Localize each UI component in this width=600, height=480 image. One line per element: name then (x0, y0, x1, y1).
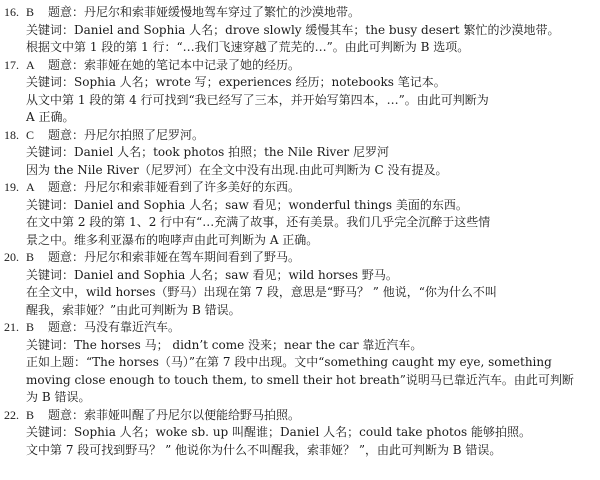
explanation-line (4, 372, 594, 390)
question-heading-line (4, 127, 594, 145)
question-explanation-19 (4, 179, 594, 249)
question-heading-line (4, 319, 594, 337)
explanation-text: 文中第 7 段可找到野马？ ” 他说你为什么不叫醒我，索菲娅？ ”，由此可判断为 B 错误。 (26, 442, 502, 457)
explanation-text: 关键词：Sophia 人名；wrote 写；experiences 经历；notebooks 笔记本。 (26, 75, 446, 89)
question-explanation-22 (4, 407, 594, 460)
explanation-line (4, 162, 594, 180)
explanation-line (4, 424, 594, 442)
explanation-text: 因为 the Nile River（尼罗河）在全文中没有出现.由此可判断为 C 没有提及。 (26, 162, 448, 177)
question-meaning-text: 题意：丹尼尔和索菲娅缓慢地驾车穿过了繁忙的沙漠地带。 (48, 5, 361, 19)
explanation-line (4, 92, 594, 110)
explanation-text: 景之中。维多利亚瀑布的咆哮声由此可判断为 A 正确。 (26, 232, 319, 247)
question-meaning-text: 题意：丹尼尔和索菲娅看到了许多美好的东西。 (48, 180, 301, 194)
question-meaning-text: 题意：索菲娅叫醒了丹尼尔以便能给野马拍照。 (48, 407, 301, 422)
explanation-text: 为 B 错误。 (26, 390, 91, 404)
explanation-line (4, 144, 594, 162)
question-number: 19. (4, 180, 19, 194)
explanation-text: 关键词：Daniel and Sophia 人名；drove slowly 缓慢其车；the busy desert 繁忙的沙漠地带。 (26, 22, 560, 37)
question-explanation-18 (4, 127, 594, 180)
question-number: 20. (4, 250, 19, 264)
answer-letter: B (26, 250, 35, 264)
explanation-text: 关键词：Daniel 人名；took photos 拍照；the Nile River 尼罗河 (26, 145, 389, 159)
explanation-line (4, 284, 594, 302)
question-heading-line (4, 4, 594, 22)
explanation-text: 醒我，索菲娅？”由此可判断为 B 错误。 (26, 302, 241, 317)
question-number: 18. (4, 127, 19, 142)
explanation-text: 关键词：The horses 马； didn’t come 没来；near the car 靠近汽车。 (26, 337, 423, 352)
explanation-text: moving close enough to touch them, to smell their hot breath”说明马已靠近汽车。由此可判断 (26, 372, 574, 387)
explanation-line (4, 109, 594, 127)
question-meaning-text: 题意：索菲娅在她的笔记本中记录了她的经历。 (48, 57, 301, 72)
question-meaning-text: 题意：丹尼尔和索菲娅在驾车期间看到了野马。 (48, 250, 301, 264)
question-heading-line (4, 57, 594, 75)
question-heading-line (4, 249, 594, 267)
answer-letter: B (26, 407, 35, 422)
explanation-line (4, 267, 594, 285)
explanation-text: 正如上题：“The horses（马）”在第 7 段中出现。文中“something caught my eye, something (26, 355, 552, 369)
explanation-text: 关键词：Daniel and Sophia 人名；saw 看见；wonderful things 美面的东西。 (26, 197, 468, 212)
explanation-line (4, 214, 594, 232)
question-meaning-text: 题意：丹尼尔拍照了尼罗河。 (48, 127, 205, 142)
explanation-text: 根据文中第 1 段的第 1 行：“…我们飞速穿越了荒芜的…”。由此可判断为 B 选项。 (26, 40, 470, 54)
explanation-line (4, 302, 594, 320)
question-explanation-21 (4, 319, 594, 407)
question-number: 17. (4, 57, 19, 72)
explanation-text: 在文中第 2 段的第 1、2 行中有“…充满了故事，还有美景。我们几乎完全沉醉于这些情 (26, 215, 491, 229)
question-number: 16. (4, 5, 19, 19)
explanation-line (4, 232, 594, 250)
answer-letter: A (26, 57, 35, 72)
question-number: 22. (4, 407, 19, 422)
answer-letter: B (26, 320, 35, 334)
question-heading-line (4, 179, 594, 197)
explanation-text: 在全文中，wild horses（野马）出现在第 7 段，意思是“野马？ ” 他说，“你为什么不叫 (26, 285, 497, 299)
explanation-line (4, 74, 594, 92)
question-number: 21. (4, 320, 19, 334)
explanation-text: A 正确。 (26, 110, 75, 124)
question-explanation-16 (4, 4, 594, 57)
question-explanation-17 (4, 57, 594, 127)
answer-letter: B (26, 5, 35, 19)
explanation-line (4, 354, 594, 372)
explanation-line (4, 442, 594, 460)
explanation-text: 从文中第 1 段的第 4 行可找到“我已经写了三本，并开始写第四本，…”。由此可判断为 (26, 92, 489, 107)
answer-letter: A (26, 180, 35, 194)
question-explanation-20 (4, 249, 594, 319)
answer-letter: C (26, 127, 35, 142)
explanation-line (4, 22, 594, 40)
explanation-line (4, 389, 594, 407)
explanation-line (4, 39, 594, 57)
explanation-text: 关键词：Sophia 人名；woke sb. up 叫醒谁；Daniel 人名；could take photos 能够拍照。 (26, 425, 531, 439)
explanation-line (4, 197, 594, 215)
question-meaning-text: 题意：马没有靠近汽车。 (48, 320, 181, 334)
explanation-text: 关键词：Daniel and Sophia 人名；saw 看见；wild horses 野马。 (26, 267, 398, 282)
explanation-line (4, 337, 594, 355)
question-heading-line (4, 407, 594, 425)
